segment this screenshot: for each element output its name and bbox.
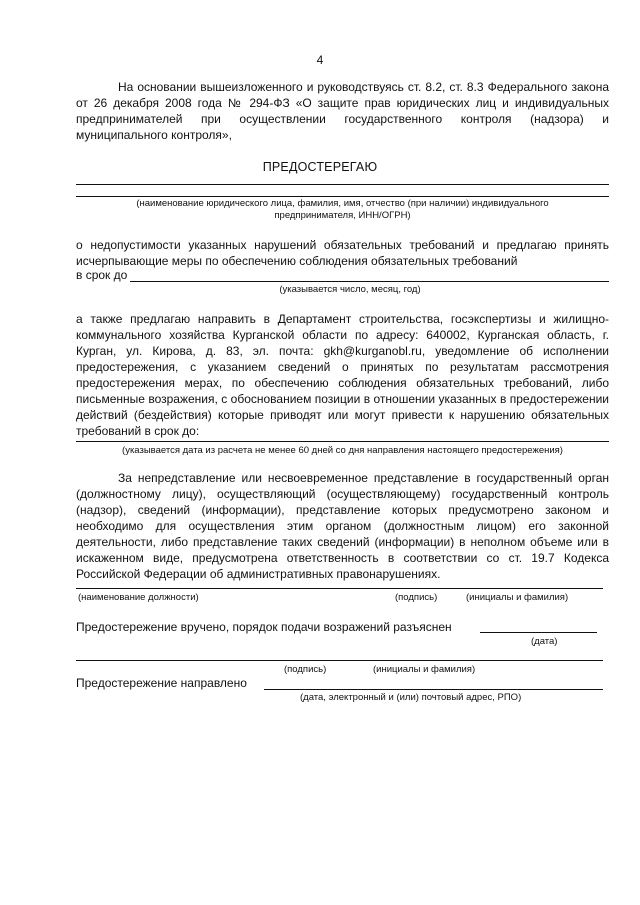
deadline-row [76, 268, 127, 282]
deadline-caption: (указывается число, месяц, год) [279, 284, 421, 295]
deadline-label: в срок до [76, 268, 128, 282]
sent-caption: (дата, электронный и (или) почтовый адрес, РПО) [300, 692, 522, 703]
warning-paragraph: о недопустимости указанных нарушений обязательных требований и предлагаю принять исчерпывающие меры по обеспечению соблюдения обязательных требований [76, 238, 609, 268]
signature-line [76, 588, 603, 589]
position-caption: (наименование должности) [78, 592, 199, 603]
delivered-label: Предостережение вручено, порядок подачи возражений разъяснен [76, 620, 452, 634]
sent-line [264, 689, 603, 690]
initials-caption: (инициалы и фамилия) [466, 592, 569, 603]
notice-paragraph: а также предлагаю направить в Департамент строительства, госэкспертизы и жилищно-коммунального хозяйства Курганской области по адресу: 640002, Курганская область, г. Курган, ул. Кирова, д. 83, эл. почта: gkh@kurganobl.ru, уведомление об исполнении предостережения, с указанием сведений о принятых по результатам рассмотрения предостережения мерах, по обеспечению соблюдения обязательных требований, либо письменные возражения, с обоснованием позиции в отношении указанных в предостережении действий (бездействия) которые приводят или могут привести к нарушению обязательных требований в срок до: [76, 312, 609, 438]
sent-label: Предостережение направлено [76, 676, 247, 690]
heading-warning: ПРЕДОСТЕРЕГАЮ [262, 160, 378, 174]
deadline-line [130, 281, 609, 282]
delivered-date-caption: (дата) [531, 636, 558, 647]
notice-caption: (указывается дата из расчета не менее 60 дней со дня направления настоящего предостережения) [122, 445, 563, 456]
liability-paragraph: За непредставление или несвоевременное представление в государственный орган (должностному лицу), осуществляющий (осуществляющему) государственный контроль (надзор), сведений (информации), представление которых предусмотрено законом и необходимо для осуществления этим органом (должностным лицом) его законной деятельности, либо представление таких сведений (информации) в неполном объеме или в искаженном виде, предусмотрена ответственность в соответствии со ст. 19.7 Кодекса Российской Федерации об административных правонарушениях. [76, 471, 609, 581]
entity-line-2 [76, 196, 609, 197]
entity-caption: (наименование юридического лица, фамилия, имя, отчество (при наличии) индивидуального предпринимателя, ИНН/ОГРН) [136, 198, 549, 221]
delivered-signature-caption: (подпись) [284, 664, 327, 675]
delivered-date-line [480, 632, 597, 633]
intro-paragraph: На основании вышеизложенного и руководствуясь ст. 8.2, ст. 8.3 Федерального закона от 26 декабря 2008 года № 294-ФЗ «О защите прав юридических лиц и индивидуальных предпринимателей при осуществлении государственного контроля (надзора) и муниципального контроля», [76, 80, 609, 142]
delivered-initials-caption: (инициалы и фамилия) [373, 664, 476, 675]
signature-caption: (подпись) [395, 592, 438, 603]
entity-line-1 [76, 184, 609, 185]
delivered-signature-line [76, 660, 603, 661]
page-number: 4 [316, 53, 324, 67]
notice-line [76, 441, 609, 442]
